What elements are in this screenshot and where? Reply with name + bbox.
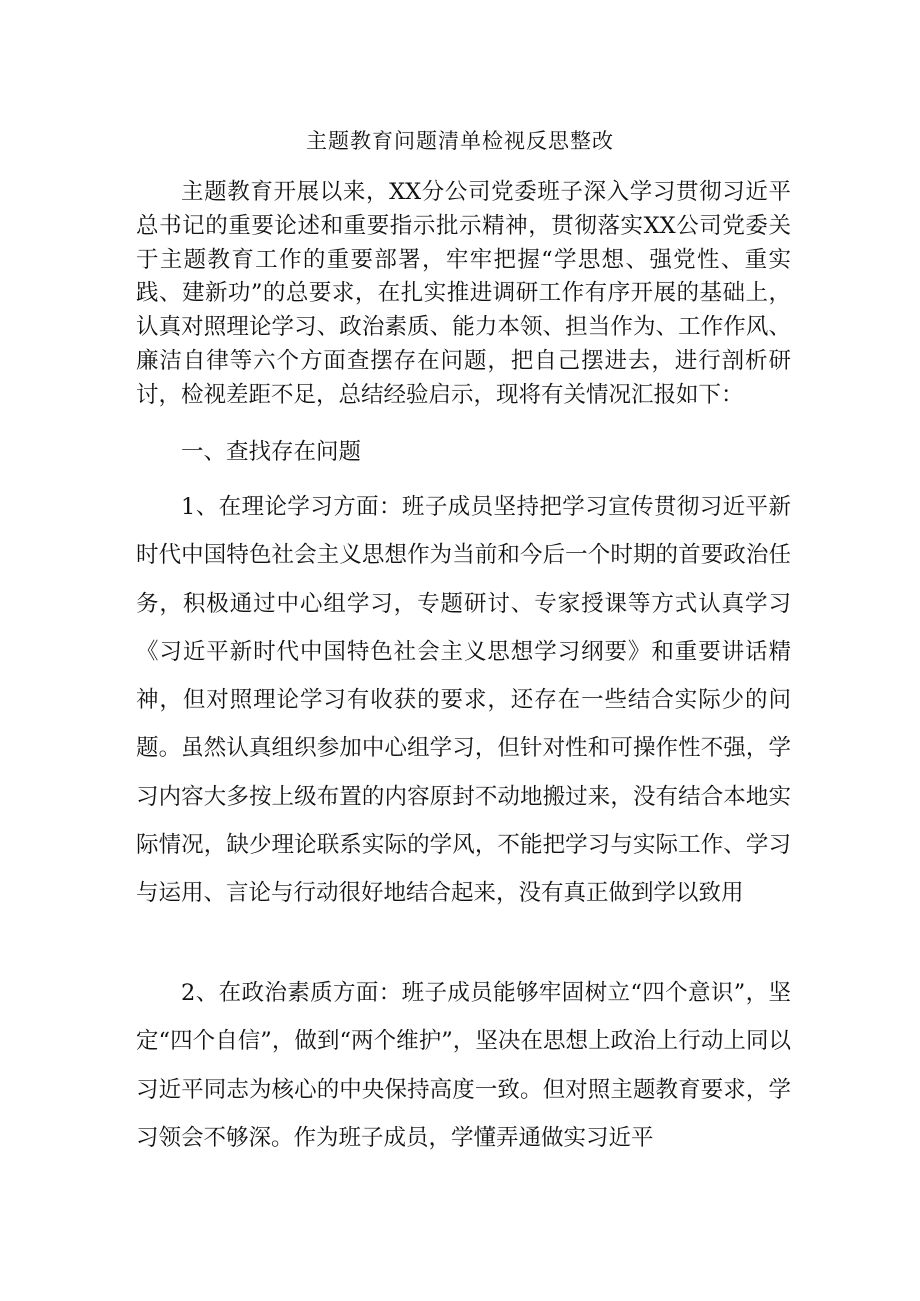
paragraph-theory-study: 1、在理论学习方面：班子成员坚持把学习宣传贯彻习近平新时代中国特色社会主义思想作为当前和今后一个时期的首要政治任务，积极通过中心组学习，专题研讨、专家授课等方式认真学习《习近平新时代中国特色社会主义思想学习纲要》和重要讲话精神，但对照理论学习有收获的要求，还存在一些结合实际少的问题。虽然认真组织参加中心组学习，但针对性和可操作性不强，学习内容大多按上级布置的内容原封不动地搬过来，没有结合本地实际情况，缺少理论联系实际的学风，不能把学习与实际工作、学习与运用、言论与行动很好地结合起来，没有真正做到学以致用 — [136, 494, 791, 907]
document-title: 主题教育问题清单检视反思整改 — [306, 129, 614, 153]
paragraph-political-quality: 2、在政治素质方面：班子成员能够牢固树立“四个意识”，坚定“四个自信”，做到“两个维护”，坚决在思想上政治上行动上同以习近平同志为核心的中央保持高度一致。但对照主题教育要求，学习领会不够深。作为班子成员，学懂弄通做实习近平 — [136, 980, 791, 1151]
section-heading: 一、查找存在问题 — [181, 439, 362, 465]
intro-paragraph: 主题教育开展以来，XX分公司党委班子深入学习贯彻习近平总书记的重要论述和重要指示批示精神，贯彻落实XX公司党委关于主题教育工作的重要部署，牢牢把握“学思想、强党性、重实践、建新功”的总要求，在扎实推进调研工作有序开展的基础上，认真对照理论学习、政治素质、能力本领、担当作为、工作作风、廉洁自律等六个方面查摆存在问题，把自己摆进去，进行剖析研讨，检视差距不足，总结经验启示，现将有关情况汇报如下： — [136, 179, 791, 408]
